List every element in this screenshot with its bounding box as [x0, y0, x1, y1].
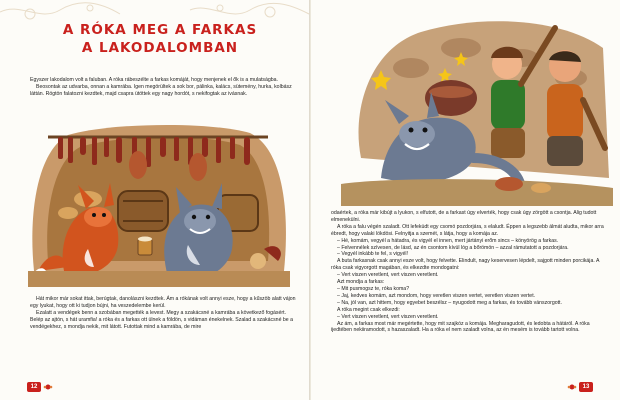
paragraph: – Na, jól van, azt hittem, hogy egyebet beszélsz – nyugodott meg a farkas, és tovább vánszorgott.: [337, 299, 562, 306]
story-title-line-2: A LAKODALOMBAN: [81, 40, 239, 56]
paragraph: A róka a falu végén szaladt. Ott lefeküdt egy csomó pozdorjára, s elaludt. Éppen a legszebb álmát aludta, mikor arra ébredt, hogy valaki lökdösi. Felnyitja a szemét, s látja, hogy a komája az.: [331, 223, 604, 237]
paragraph: Hát mikor már sokat ittak, berúgtak, danolászni kezdtek. Ám a rókának volt annyi esze, hogy a kűszöb alatt vájon egy lyukat, hogy ott ki tudjon bújni, ha veszedelembe kerül.: [30, 296, 296, 309]
paragraph: – Vegyél inkább te fel, s vigyél!: [337, 251, 408, 258]
paragraph: Ezalatt a vendégek benn a szobában megették a levest. Megy a szakácsné a kamrába a következő fogásért. Belép az ajtón, s hát uramfia! a róka és a farkas ott ülnek a földön, s vidáman énekelnek. Szalad a szakácsné be a vendégekhez, s mondja nekik, mit látott. Futottak mind a kamrába, de mire: [30, 309, 293, 330]
paragraph: odaértek, a róka már kibújt a lyukon, s elfutott, de a farkast úgy elverték, hogy csak úgy zörgött a csontja. Alig tudott elmenekülni.: [331, 210, 597, 223]
pantry-illustration: [28, 121, 290, 287]
right-text: [331, 210, 607, 334]
left-text-top: [30, 77, 292, 98]
story-title-line-1: A RÓKA MEG A FARKAS: [62, 22, 258, 38]
left-page: [0, 0, 309, 400]
flower-ornament-icon: [567, 383, 577, 391]
paragraph: A róka megint csak elkezdi:: [337, 306, 400, 313]
paragraph: – Hé, komám, vegyél a hátadra, és vigyél el innen, mert jártányi erőm sincs – könyörög a farkas.: [337, 237, 559, 244]
paragraph: – Felvennélek szívesen, de lásd, az én csontom kívül lóg a bőrömön – azzal rámutatott a pozdorjára.: [337, 244, 569, 251]
paragraph: – Vert viszen veretlent, vert viszen veretlent.: [337, 272, 439, 279]
paragraph: Az ám, a farkas most már megértette, hogy mit szajkóz a komája. Megharagudott, és ledobta a hátáról. A róka ijedtében nekiiramodott, s hazaszaladt. Ha a róka el nem szaladt volna, az én mesém is tovább tartott volna.: [331, 320, 590, 334]
left-text-bottom: [30, 296, 296, 331]
page-number: 13: [579, 382, 593, 392]
paragraph: Azt mondja a farkas:: [337, 279, 385, 286]
paragraph: Beosontak az udvarba, onnan a kamrába. Igen megörültek a sok bor, pálinka, kalács, sütemény, hurka, kolbász láttán. Rögtön falatozni kezdtek, majd csapra ütöttek egy nagy hordót, s nekifogtak az ivásnak.: [30, 83, 292, 97]
paragraph: – Jaj, kedves komám, azt mondom, hogy veretlen viszen vertet, veretlen viszen vertet.: [337, 292, 536, 299]
paragraph: – Vert viszen veretlent, vert viszen veretlent.: [337, 313, 439, 320]
flower-ornament-icon: [43, 383, 53, 391]
page-number: 12: [27, 382, 41, 392]
chase-illustration: [341, 8, 613, 206]
paragraph: A buta farkasnak csak annyi esze volt, hogy felvette. Elindult, nagy keservesen lépdelt, sajgott minden porcikája. A róka csak vigyorgott magában, és elkezdte mondogatni:: [331, 258, 600, 272]
paragraph: – Mit pusmogsz te, róka koma?: [337, 285, 410, 292]
right-page: [311, 0, 620, 400]
paragraph: Egyszer lakodalom volt a faluban. A róka rábeszélte a farkas komáját, hogy menjenek el ők is a mulatságba.: [30, 77, 278, 83]
